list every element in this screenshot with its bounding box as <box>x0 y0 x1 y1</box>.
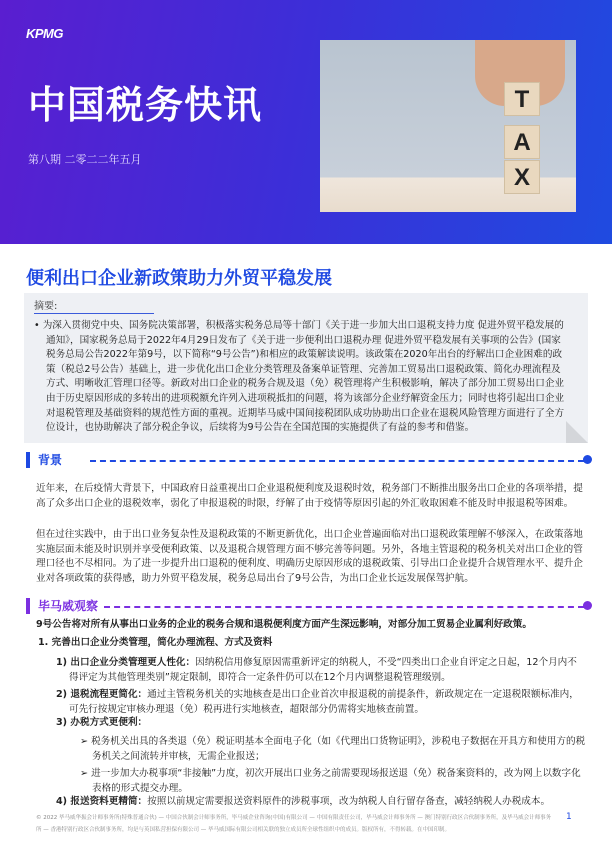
bullet-2: ➢ 进一步加大办税事项“非接触”力度，初次开展出口业务之前需要现场报送退（免）税备案资料的，改为网上以数字化表格的形式提交办理。 <box>80 768 581 794</box>
article-title: 便利出口企业新政策助力外贸平稳发展 <box>26 268 332 289</box>
header-banner <box>0 0 612 244</box>
summary-text: • 为深入贯彻党中央、国务院决策部署，积极落实税务总局等十部门《关于进一步加大出口退税支持力度 促进外贸平稳发展的通知》，国家税务总局于2022年4月29日发布了《关于进一步便利出口退税办理 促进外贸平稳发展有关事项的公告》(国家税务总局公告2022年第9号，以下简称“9号公告”)和相应的政策解读说明。该政策在2020年出台的纾解出口企业困难的政策（税总2号公告）基础上，进一步优化出口企业分类管理及备案单证管理、完善加工贸易出口退税政策、简化办理流程及方式、明晰收汇管理口径等。新政对出口企业的税务合规及退（免）税管理将产生积极影响，解决了部分加工贸易出口企业由于历史原因形成的多转出的进项税额允许列入进项税抵扣的问题，将为该部分企业纾解资金压力；同时也将引起出口企业对退税管理及基础资料的规范性方面的重视。近期毕马威中国间接税团队成功协助出口企业在退税风险管理方面进行了全方位设计，也协助解决了部分税企争议，后续将为9号公告在全国范围的实施提供了有益的参考和借鉴。 <box>34 320 565 434</box>
section-background-heading: 背景 <box>26 452 592 468</box>
kpmg-logo: KPMG <box>26 26 63 41</box>
background-paragraph-2: 但在过往实践中，由于出口业务复杂性及退税政策的不断更新优化，出口企业普遍面临对出口退税政策理解不够深入，在政策落地实施层面未能及时识别并享受便利政策、以及退税合规管理方面不够完善等问题。另外，各地主管退税的税务机关对出口企业的管理口径也不尽相同。为了进一步提升出口退税的便利度、明确历史原因形成的退税政策、引导出口企业提升合规管理水平、提升企业对各项政策的获得感，助力外贸平稳发展，税务总局出台了9号公告，为出口企业长远发展保驾护航。 <box>36 529 583 584</box>
sub-item-3: 3) 办税方式更便利： <box>56 717 148 728</box>
block-x: X <box>504 160 540 194</box>
publication-title: 中国税务快讯 <box>28 83 263 127</box>
issue-date: 第八期 二零二二年五月 <box>28 153 142 166</box>
summary-label: 摘要: <box>34 301 58 312</box>
page-curl <box>566 421 588 443</box>
page-number: 1 <box>566 812 572 822</box>
sub-item-2: 2) 退税流程更简化：通过主管税务机关的实地核查是出口企业首次申报退税的前提条件，新政规定在一定退税限额标准内，可先行按规定审核办理退（免）税再进行实地核查，超限部分仍需将实地核查前置。 <box>56 689 579 715</box>
tax-blocks-photo <box>320 40 576 212</box>
section-observation-heading: 毕马威观察 <box>26 598 592 614</box>
sub-item-1: 1) 出口企业分类管理更人性化：因纳税信用修复原因需重新评定的纳税人，不受“四类出口企业自评定之日起，12个月内不得评定为其他管理类别”规定限制，即符合一定条件仍可以在12个月内调整退税管理级别。 <box>56 657 577 683</box>
summary-underline <box>34 313 154 314</box>
background-paragraph-1: 近年来，在后疫情大背景下，中国政府日益重视出口企业退税便利度及退税时效，税务部门不断推出服务出口企业的各项举措，提高了众多出口企业的退税效率，弱化了申报退税的时限，纾解了由于疫情等原因引起的外汇收取困难不能及时申报退税等困难。 <box>36 483 583 509</box>
block-a: A <box>504 125 540 159</box>
copyright-footer: © 2022 毕马威华振会计师事务所(特殊普通合伙) — 中国合伙制会计师事务所，毕马威企业咨询(中国)有限公司 — 中国有限责任公司，毕马威会计师事务所 — 澳门特别行政区合伙制事务所，及毕马威会计师事务所 — 香港特别行政区合伙制事务所，均是与英国私营担保有限公司 — 毕马威国际有限公司相关联的独立成员所全球性组织中的成员。版权所有，不得转载。在中国印制。 <box>36 815 552 833</box>
observation-lead: 9号公告将对所有从事出口业务的企业的税务合规和退税便利度方面产生深远影响，对部分加工贸易企业属利好政策。 <box>36 619 532 630</box>
bullet-1: ➢ 税务机关出具的各类退（免）税证明基本全面电子化（如《代理出口货物证明》，涉税电子数据在开具方和使用方的税务机关之间流转并审核，无需企业报送； <box>80 736 586 762</box>
sub-item-4: 4) 报送资料更精简：按照以前规定需要报送资料原件的涉税事项，改为纳税人自行留存备查，减轻纳税人办税成本。 <box>56 796 551 807</box>
summary-box <box>24 293 588 443</box>
block-t: T <box>504 82 540 116</box>
item-1-heading: 1. 完善出口企业分类管理，简化办理流程、方式及资料 <box>38 637 273 648</box>
